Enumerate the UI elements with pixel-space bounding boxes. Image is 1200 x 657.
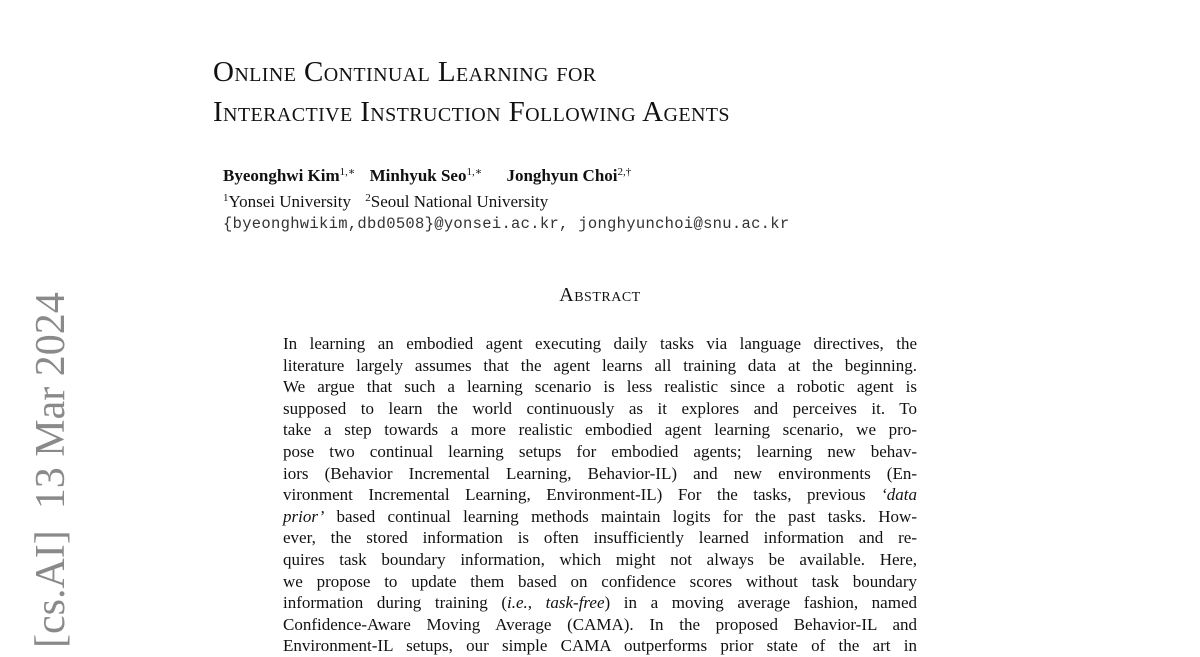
author-names: [223, 161, 790, 187]
abstract-line: pose two continual learning setups for embodied agents; learning new behav-: [283, 441, 917, 461]
abstract-line: In learning an embodied agent executing daily tasks via language directives, the: [283, 334, 917, 353]
italic-phrase: task-free: [545, 593, 605, 613]
abstract-line: supposed to learn the world continuously as it explores and perceives it. To: [283, 398, 917, 418]
italic-phrase: i.e.: [507, 593, 528, 613]
abstract-line-text: information during training (: [283, 593, 508, 613]
abstract-line: iors (Behavior Incremental Learning, Behavior-IL) and new environments (En-: [283, 463, 917, 483]
abstract-line-text: based continual learning methods maintain logits for the past tasks. How-: [336, 506, 917, 526]
paper-title: [213, 52, 730, 132]
abstract-line: take a step towards a more realistic embodied agent learning scenario, we pro-: [283, 420, 917, 440]
italic-phrase: prior’: [283, 506, 325, 526]
abstract-line: literature largely assumes that the agent learns all training data at the beginning.: [283, 355, 917, 375]
title-line-2: Interactive Instruction Following Agents: [213, 96, 730, 128]
abstract-line: [283, 484, 917, 506]
affiliations: [223, 187, 790, 213]
abstract-line-text: vironment Incremental Learning, Environment-IL) For the tasks, previous: [283, 485, 882, 505]
abstract-line: We argue that such a learning scenario is less realistic since a robotic agent is: [283, 377, 917, 397]
abstract-line: ever, the stored information is often insufficiently learned information and re-: [283, 528, 917, 548]
author-name: Minhyuk Seo: [369, 166, 467, 185]
arxiv-identifier-stamp: [cs.AI] 13 Mar 2024: [28, 292, 74, 648]
affiliation-mark: 1: [223, 192, 229, 204]
title-line-1: Online Continual Learning for: [213, 56, 597, 88]
author-marks: 1,∗: [466, 166, 483, 178]
abstract-line: we propose to update them based on confidence scores without task boundary: [283, 571, 917, 591]
abstract-text: [283, 333, 917, 657]
abstract-line-text: ) in a moving average fashion, named: [604, 593, 917, 613]
affiliation-mark: 2: [365, 192, 371, 204]
abstract-line: Confidence-Aware Moving Average (CAMA). In the proposed Behavior-IL and: [283, 614, 917, 634]
author-block: [223, 161, 790, 235]
abstract-line: Environment-IL setups, our simple CAMA outperforms prior state of the art in: [283, 636, 917, 656]
abstract-line: [283, 506, 917, 528]
author-emails: {byeonghwikim,dbd0508}@yonsei.ac.kr, jonghyunchoi@snu.ac.kr: [223, 215, 790, 233]
author-marks: 2,†: [617, 166, 632, 178]
author-name: Jonghyun Choi: [506, 166, 618, 185]
affiliation-name: Yonsei University: [228, 192, 351, 211]
author-marks: 1,∗: [339, 166, 356, 178]
abstract-line: information during training (i.e., task-free) in a moving average fashion, named: [283, 593, 917, 613]
affiliation-name: Seoul National University: [370, 192, 549, 211]
abstract-heading: Abstract: [559, 284, 641, 306]
italic-phrase: ‘data: [881, 485, 917, 505]
author-name: Byeonghwi Kim: [223, 166, 340, 185]
abstract-line: quires task boundary information, which might not always be available. Here,: [283, 549, 917, 569]
